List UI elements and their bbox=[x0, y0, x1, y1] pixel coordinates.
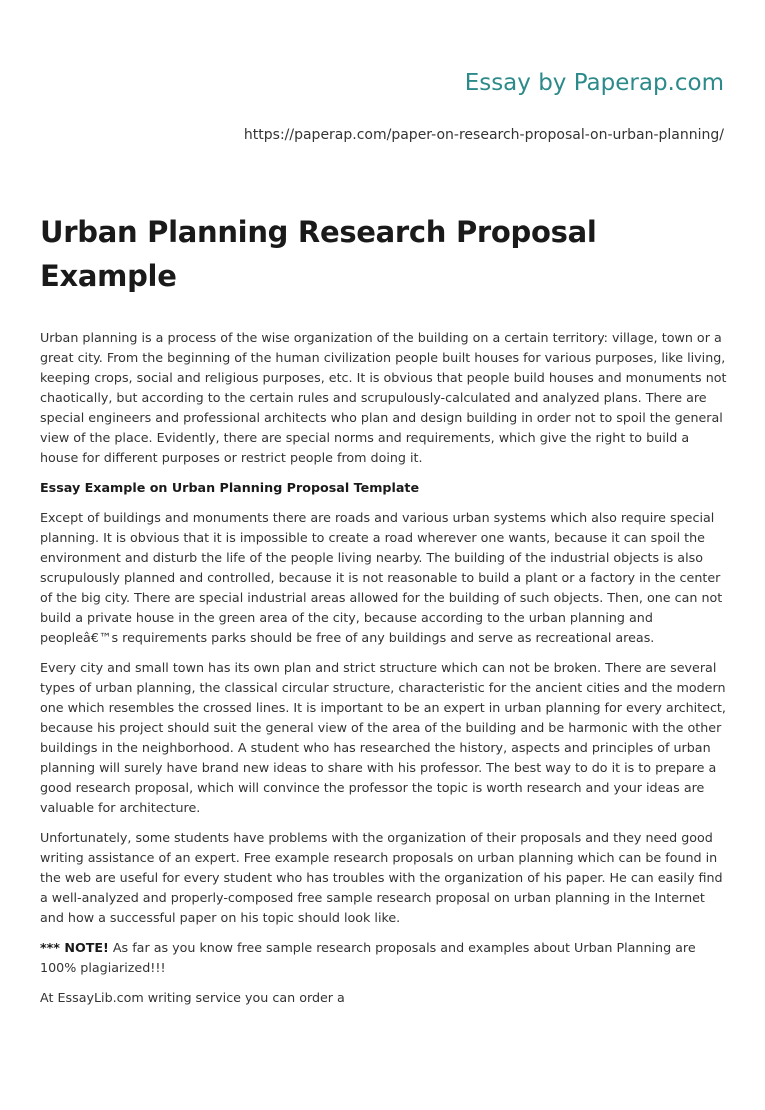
brand-link[interactable]: Essay by Paperap.com bbox=[464, 70, 724, 96]
paragraph-students: Unfortunately, some students have problems with the organization of their proposals and they need good writing assistance of an expert. Free example research proposals on urban planning which can be found in the web are useful for every student who has troubles with the organization of his paper. He can easily find a well-analyzed and properly-composed free sample research proposal on urban planning in the Internet and how a successful paper on his topic should look like. bbox=[40, 830, 723, 925]
paragraph-city-structure: Every city and small town has its own plan and strict structure which can not be broken. There are several types of urban planning, the classical circular structure, characteristic for the ancient cities and the modern one which resembles the crossed lines. It is important to be an expert in urban planning for every architect, because his project should suit the general view of the area of the building and be harmonic with the other buildings in the neighborhood. A student who has researched the history, aspects and principles of urban planning will surely have brand new ideas to share with his professor. The best way to do it is to prepare a good research proposal, which will convince the professor the topic is worth research and your ideas are valuable for architecture. bbox=[40, 660, 726, 815]
article-body bbox=[40, 210, 730, 1018]
note-label: *** NOTE! bbox=[40, 940, 109, 955]
paragraph-roads: Except of buildings and monuments there are roads and various urban systems which also require special planning. It is obvious that it is impossible to create a road wherever one wants, because it can spoil the environment and disturb the life of the people living nearby. The building of the industrial objects is also scrupulously planned and controlled, because it is not reasonable to build a plant or a factory in the center of the big city. There are special industrial areas allowed for the building of such objects. Then, one can not build a private house in the green area of the city, because according to the urban planning and peopleâ€™s requirements parks should be free of any buildings and serve as recreational areas. bbox=[40, 510, 723, 645]
closing-paragraph: At EssayLib.com writing service you can order a bbox=[40, 990, 345, 1005]
page-header bbox=[244, 68, 724, 144]
paragraph-intro: Urban planning is a process of the wise organization of the building on a certain territory: village, town or a great city. From the beginning of the human civilization people built houses for various purposes, like living, keeping crops, social and religious purposes, etc. It is obvious that people build houses and monuments not chaotically, but according to the certain rules and scrupulously-calculated and analyzed plans. There are special engineers and professional architects who plan and design building in order not to spoil the general view of the place. Evidently, there are special norms and requirements, which give the right to build a house for different purposes or restrict people from doing it. bbox=[40, 330, 727, 465]
note-paragraph bbox=[40, 938, 730, 978]
note-text: As far as you know free sample research proposals and examples about Urban Planning are 100% plagiarized!!! bbox=[40, 940, 696, 975]
section-subheading: Essay Example on Urban Planning Proposal Template bbox=[40, 480, 420, 495]
source-url-link[interactable]: https://paperap.com/paper-on-research-proposal-on-urban-planning/ bbox=[243, 127, 724, 143]
article-title: Urban Planning Research Proposal Example bbox=[40, 215, 597, 293]
